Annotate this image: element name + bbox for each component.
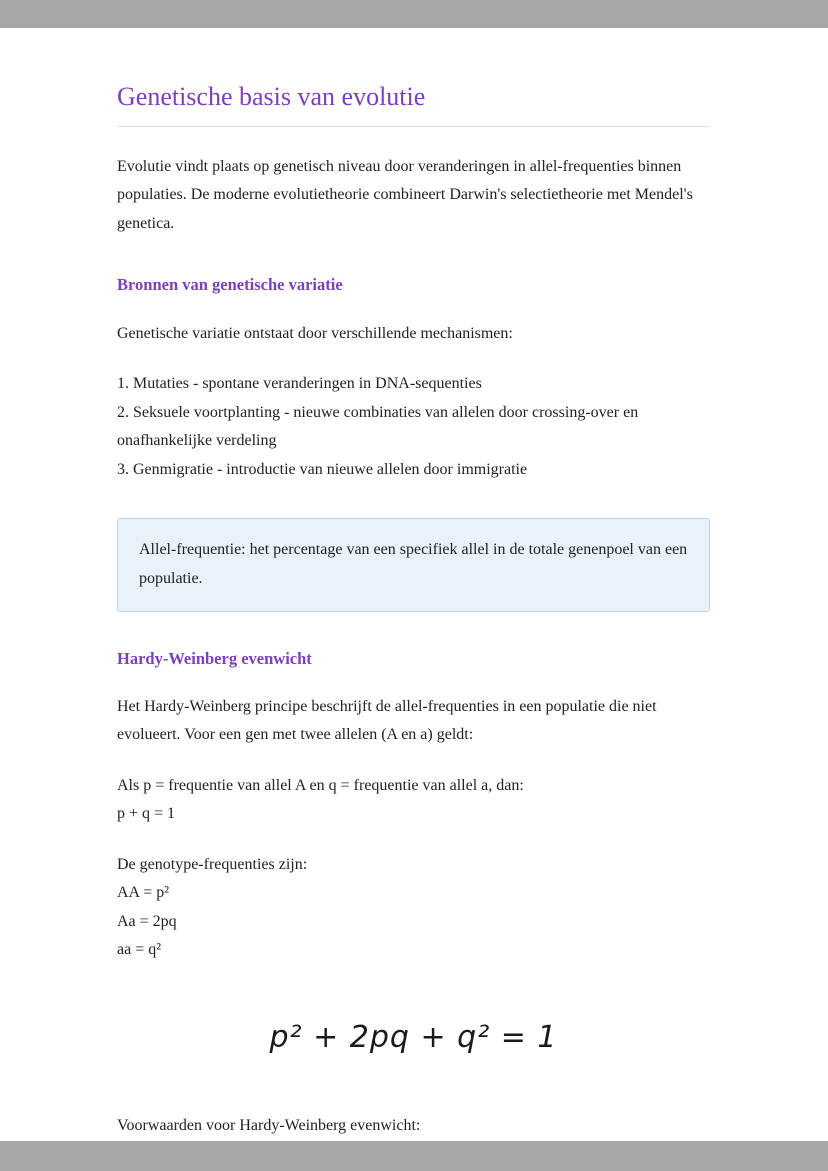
genotype-lead: De genotype-frequenties zijn: <box>117 855 308 873</box>
section-heading-variation: Bronnen van genetische variatie <box>117 275 343 295</box>
callout-text: Allel-frequentie: het percentage van een specifiek allel in de totale genenpoel van een populatie. <box>139 540 688 587</box>
list-item: 1. Mutaties - spontane veranderingen in DNA-sequenties <box>117 375 482 393</box>
variation-lead: Genetische variatie ontstaat door verschillende mechanismen: <box>117 324 513 342</box>
page-title: Genetische basis van evolutie <box>117 82 426 111</box>
intro-paragraph: Evolutie vindt plaats op genetisch niveau door veranderingen in allel-frequenties binnen populaties. De moderne evolutietheorie combineert Darwin's selectietheorie met Mendel's genetica. <box>117 157 693 232</box>
genotype-block <box>117 851 710 965</box>
math-formula: p² + 2pq + q² = 1 <box>269 1019 558 1055</box>
callout-box <box>117 518 710 612</box>
genotype-line: AA = p² <box>117 884 170 902</box>
genotype-line: aa = q² <box>117 941 162 959</box>
hardy-paragraph: Het Hardy-Weinberg principe beschrijft de allel-frequenties in een populatie die niet evolueert. Voor een gen met twee allelen (A en a) geldt: <box>117 698 657 744</box>
frequency-block <box>117 772 710 829</box>
top-gray-bar <box>0 0 828 28</box>
section-heading-hardy: Hardy-Weinberg evenwicht <box>117 648 312 668</box>
frequency-line: Als p = frequentie van allel A en q = frequentie van allel a, dan: <box>117 776 524 794</box>
title-divider <box>117 126 710 127</box>
conditions-lead: Voorwaarden voor Hardy-Weinberg evenwicht: <box>117 1117 421 1135</box>
variation-list <box>117 370 710 484</box>
list-item: 3. Genmigratie - introductie van nieuwe allelen door immigratie <box>117 460 528 478</box>
equation-line: p + q = 1 <box>117 805 176 823</box>
list-item: 2. Seksuele voortplanting - nieuwe combinaties van allelen door crossing-over en onafhankelijke verdeling <box>117 403 639 450</box>
bottom-gray-bar <box>0 1141 828 1171</box>
document-content <box>117 28 710 1171</box>
genotype-line: Aa = 2pq <box>117 912 177 930</box>
